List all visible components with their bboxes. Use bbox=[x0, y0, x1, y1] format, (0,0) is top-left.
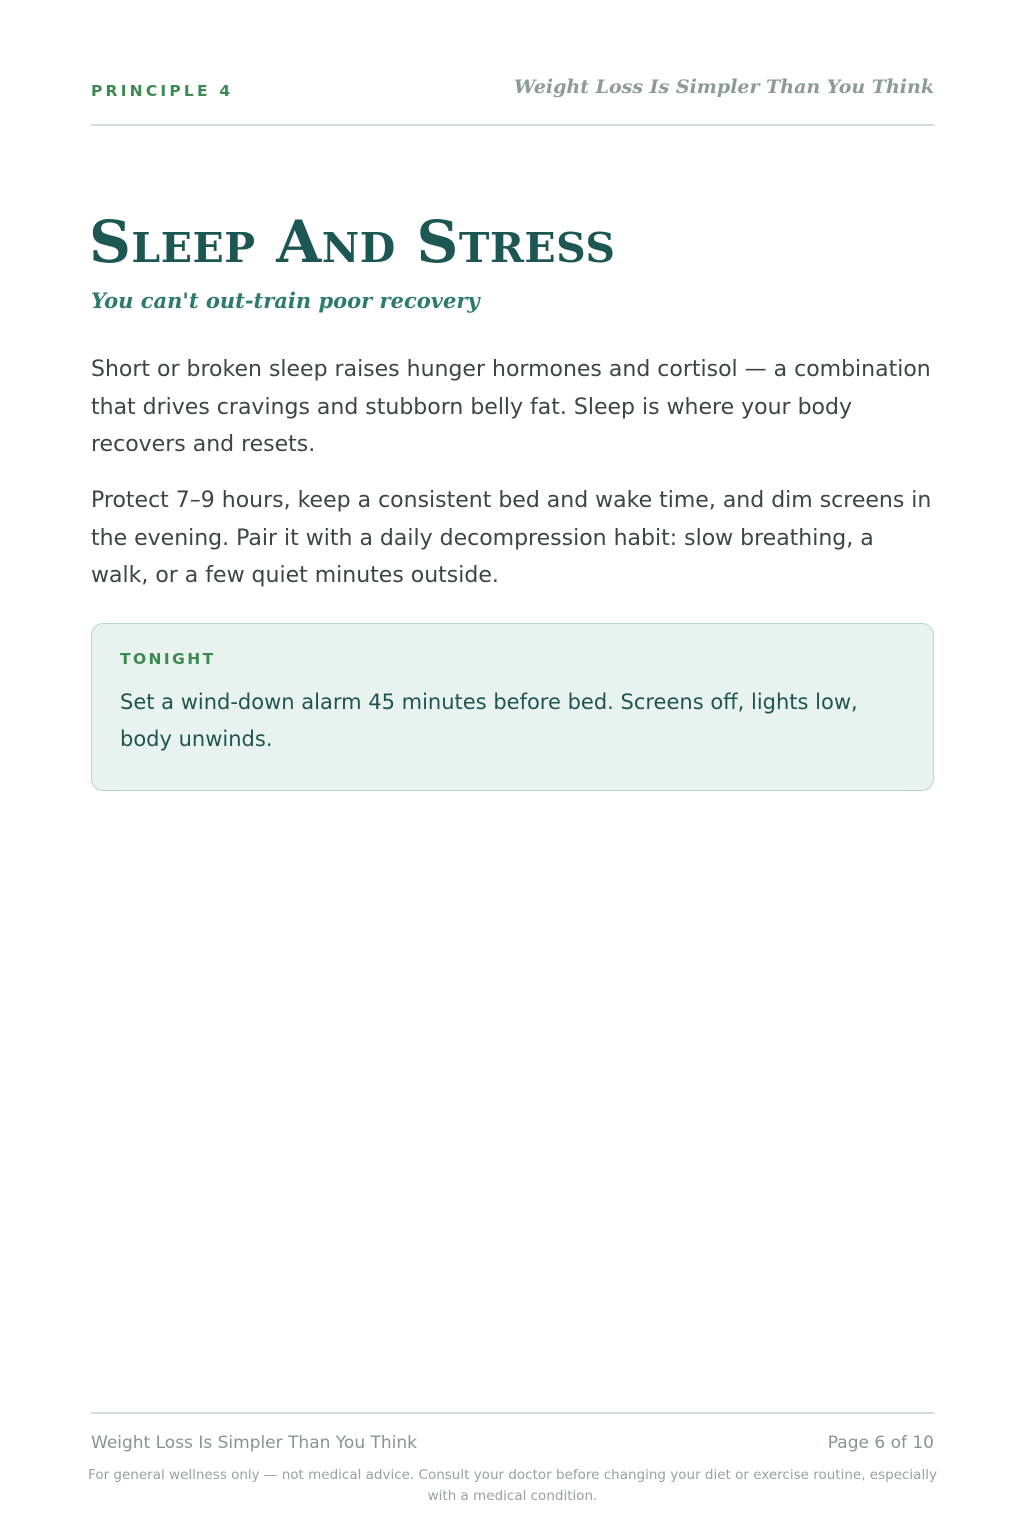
body-paragraph-1: Short or broken sleep raises hunger hormones and cortisol — a combination that drives cravings and stubborn belly fat. Sleep is where your body recovers and resets. bbox=[91, 357, 931, 457]
page-footer bbox=[88, 1412, 937, 1504]
page-number: Page 6 of 10 bbox=[827, 1433, 934, 1453]
page-header bbox=[91, 72, 934, 126]
callout-label: TONIGHT bbox=[120, 650, 216, 668]
body-paragraph-2: Protect 7–9 hours, keep a consistent bed and wake time, and dim screens in the evening. Pair it with a daily decompression habit: slow breathing, a walk, or a few quiet minutes outside. bbox=[91, 488, 932, 588]
page-subtitle: You can't out-train poor recovery bbox=[91, 288, 480, 313]
footer-title: Weight Loss Is Simpler Than You Think bbox=[91, 1433, 417, 1453]
principle-eyebrow: PRINCIPLE 4 bbox=[91, 82, 234, 100]
tonight-callout bbox=[91, 623, 934, 791]
running-title: Weight Loss Is Simpler Than You Think bbox=[514, 76, 934, 98]
page-title: Sleep And Stress bbox=[89, 208, 616, 276]
disclaimer: For general wellness only — not medical advice. Consult your doctor before changing your diet or exercise routine, especially with a medical condition. bbox=[88, 1467, 937, 1504]
document-page bbox=[88, 0, 937, 1536]
callout-text: Set a wind-down alarm 45 minutes before bed. Screens off, lights low, body unwinds. bbox=[120, 690, 858, 751]
